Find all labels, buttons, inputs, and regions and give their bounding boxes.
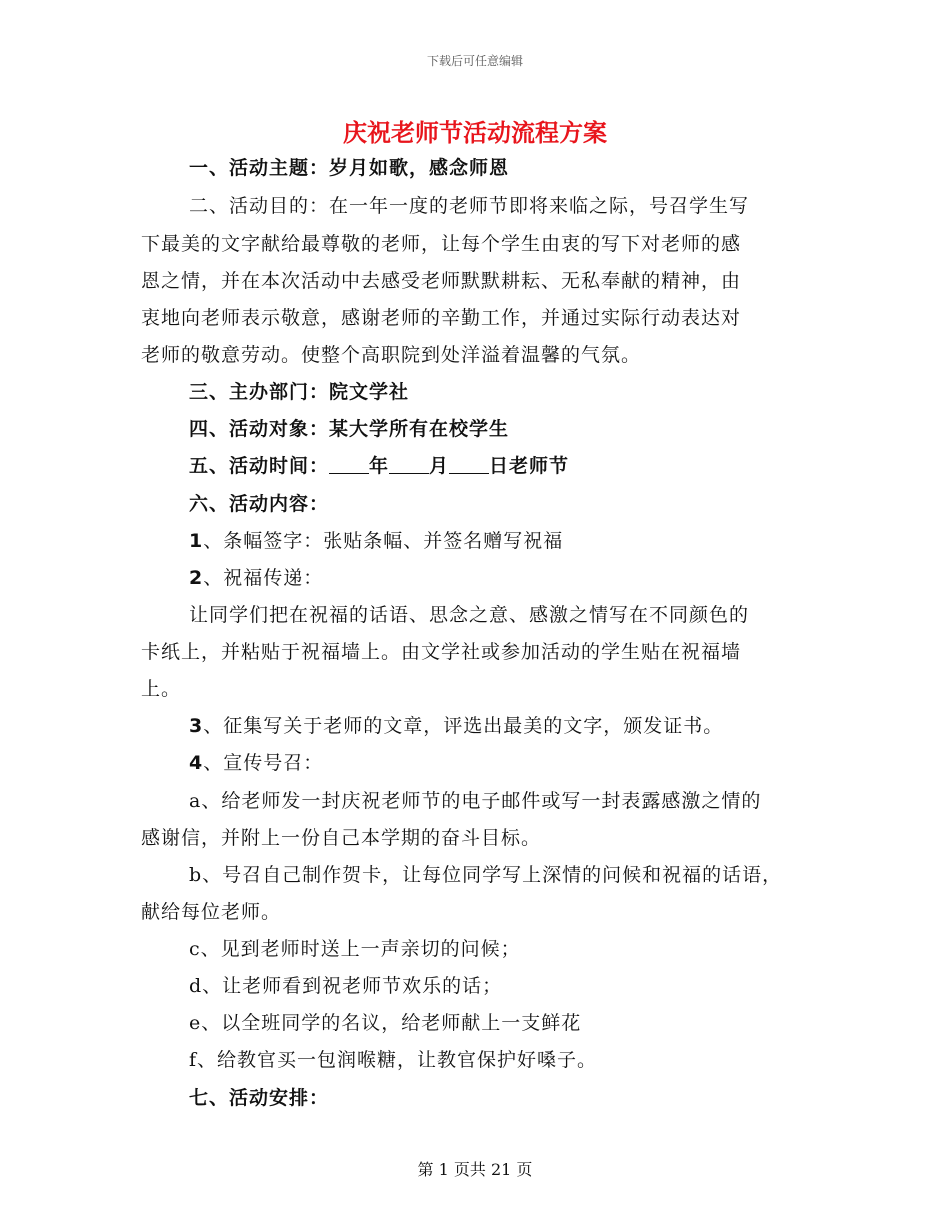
content-item-1 (189, 528, 563, 554)
item-text: 、宣传号召： (203, 752, 324, 774)
time-day: 日老师节 (489, 455, 570, 477)
section-purpose-line: 二、活动目的：在一年一度的老师节即将来临之际，号召学生写 (189, 195, 750, 217)
section-content: 六、活动内容： (189, 493, 330, 515)
sub-item-a-line: a、给老师发一封庆祝老师节的电子邮件或写一封表露感激之情的 (189, 790, 762, 812)
item-number: 4 (189, 752, 204, 774)
sub-item-b-line: b、号召自己制作贺卡，让每位同学写上深情的问候和祝福的话语， (189, 864, 783, 886)
section-audience: 四、活动对象：某大学所有在校学生 (189, 418, 510, 440)
blank-month (389, 455, 429, 474)
section-arrangement: 七、活动安排： (189, 1087, 330, 1109)
content-item-3 (189, 713, 723, 739)
section-purpose-line: 衷地向老师表示敬意，感谢老师的辛勤工作，并通过实际行动表达对 (141, 307, 742, 329)
content-item-2 (189, 565, 323, 591)
sub-item-f: f、给教官买一包润喉糖，让教官保护好嗓子。 (189, 1049, 598, 1071)
section-purpose-line: 恩之情，并在本次活动中去感受老师默默耕耘、无私奉献的精神，由 (141, 270, 742, 292)
page-footer: 第 1 页共 21 页 (417, 1160, 533, 1179)
sub-item-e: e、以全班同学的名议，给老师献上一支鲜花 (189, 1012, 582, 1034)
time-month: 月 (429, 455, 450, 477)
time-label: 五、活动时间： (189, 455, 330, 477)
content-item-4 (189, 750, 323, 776)
section-theme: 一、活动主题：岁月如歌，感念师恩 (189, 157, 510, 179)
blank-year (329, 455, 369, 474)
document-title: 庆祝老师节活动流程方案 (343, 118, 607, 147)
item-2-line: 卡纸上，并粘贴于祝福墙上。由文学社或参加活动的学生贴在祝福墙 (141, 641, 742, 663)
sub-item-a-line: 感谢信，并附上一份自己本学期的奋斗目标。 (141, 827, 542, 849)
page-header-note: 下载后可任意编辑 (426, 54, 523, 68)
section-organizer: 三、主办部门：院文学社 (189, 381, 410, 403)
sub-item-b-line: 献给每位老师。 (141, 901, 282, 923)
item-number: 2 (189, 567, 204, 589)
section-purpose-line: 下最美的文字献给最尊敬的老师，让每个学生由衷的写下对老师的感 (141, 233, 742, 255)
item-2-line: 让同学们把在祝福的话语、思念之意、感激之情写在不同颜色的 (189, 604, 750, 626)
time-year: 年 (369, 455, 390, 477)
item-number: 1 (189, 530, 204, 552)
section-purpose-line: 老师的敬意劳动。使整个高职院到处洋溢着温馨的气氛。 (141, 344, 642, 366)
item-text: 、条幅签字：张贴条幅、并签名赠写祝福 (203, 530, 564, 552)
item-2-line: 上。 (141, 678, 182, 700)
item-text: 、祝福传递： (203, 567, 324, 589)
section-time (189, 453, 569, 479)
sub-item-c: c、见到老师时送上一声亲切的问候； (189, 938, 521, 960)
item-number: 3 (189, 715, 204, 737)
blank-day (449, 455, 489, 474)
sub-item-d: d、让老师看到祝老师节欢乐的话； (189, 975, 503, 997)
item-text: 、征集写关于老师的文章，评选出最美的文字，颁发证书。 (203, 715, 724, 737)
